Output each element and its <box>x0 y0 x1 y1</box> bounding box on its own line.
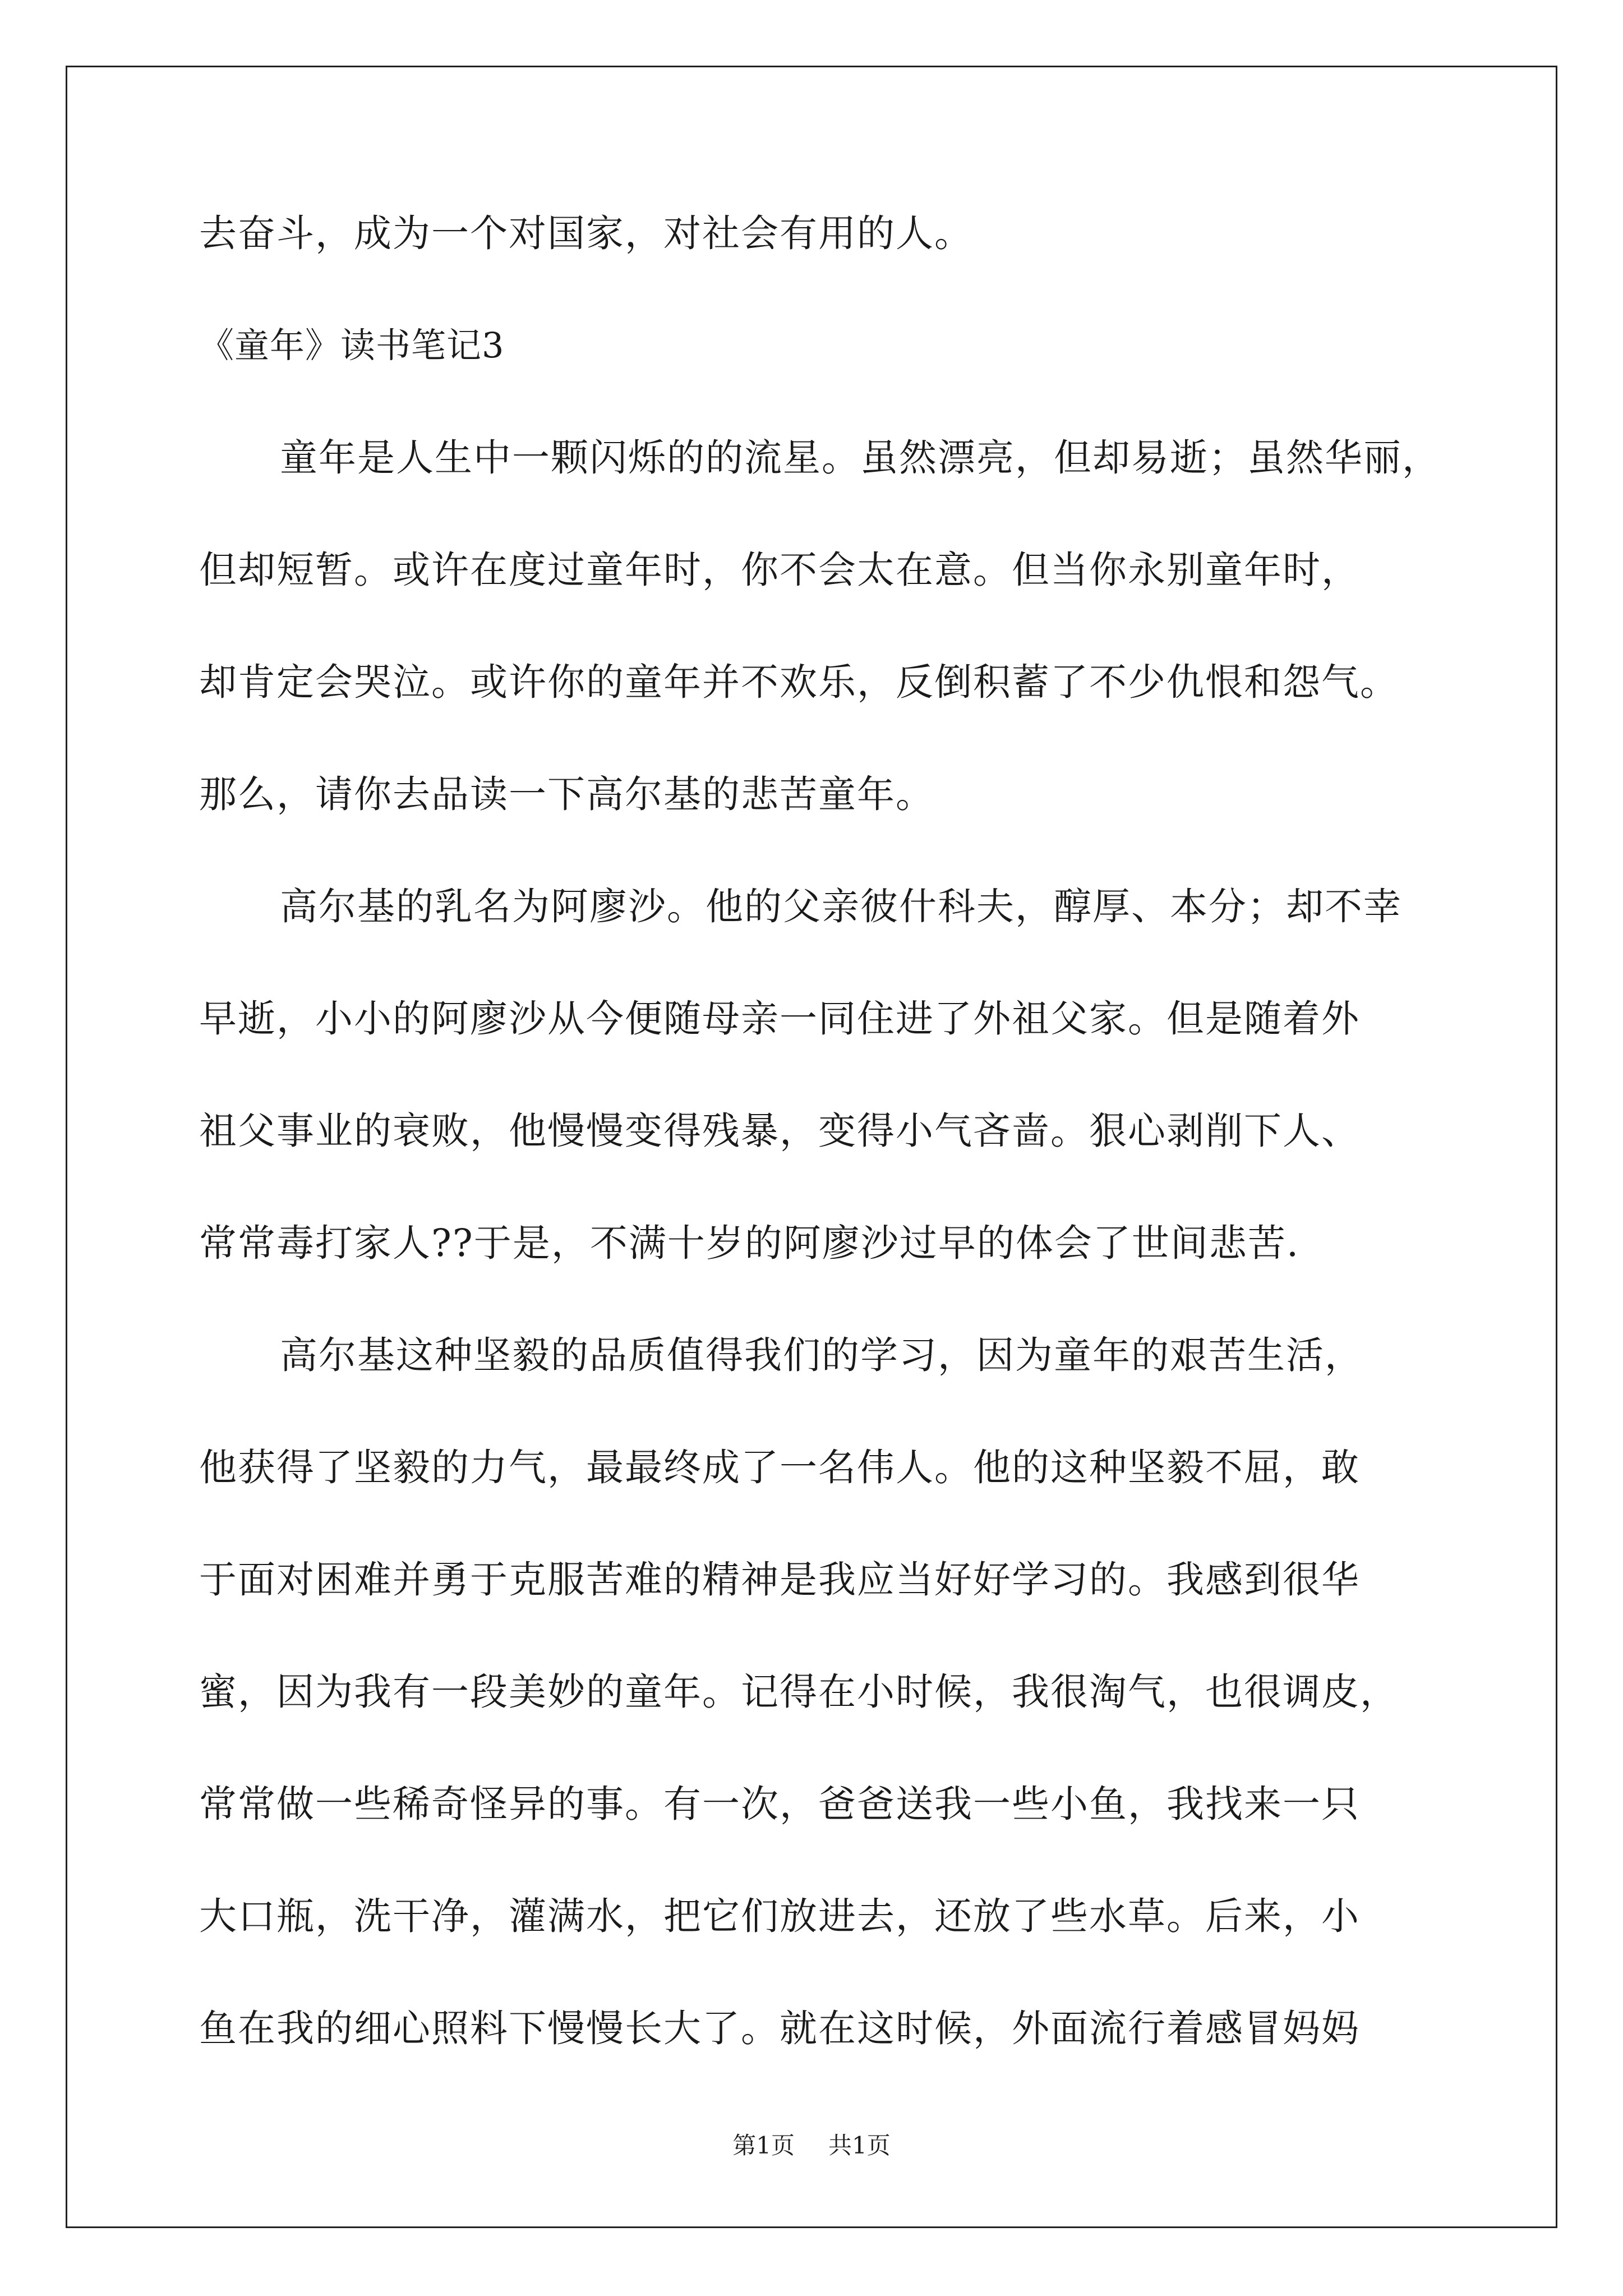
page-total: 共1页 <box>828 2132 891 2159</box>
paragraph-line: 去奋斗，成为一个对国家，对社会有用的人。 <box>199 211 973 255</box>
paragraph-line: 却肯定会哭泣。或许你的童年并不欢乐，反倒积蓄了不少仇恨和怨气。 <box>199 660 1399 704</box>
paragraph-line: 常常毒打家人??于是，不满十岁的阿廖沙过早的体会了世间悲苦. <box>199 1221 1300 1265</box>
paragraph-line: 蜜，因为我有一段美妙的童年。记得在小时候，我很淘气，也很调皮， <box>199 1670 1399 1714</box>
paragraph-line: 祖父事业的衰败，他慢慢变得残暴，变得小气吝啬。狠心剥削下人、 <box>199 1109 1360 1153</box>
paragraph-line: 高尔基这种坚毅的品质值得我们的学习，因为童年的艰苦生活， <box>280 1333 1363 1377</box>
paragraph-line: 鱼在我的细心照料下慢慢长大了。就在这时候，外面流行着感冒妈妈 <box>199 2007 1360 2050</box>
page-number: 第1页 <box>732 2132 795 2159</box>
paragraph-line: 他获得了坚毅的力气，最最终成了一名伟人。他的这种坚毅不屈，敢 <box>199 1446 1360 1489</box>
paragraph-line: 童年是人生中一颗闪烁的的流星。虽然漂亮，但却易逝；虽然华丽， <box>280 436 1441 480</box>
paragraph-line: 大口瓶，洗干净，灌满水，把它们放进去，还放了些水草。后来，小 <box>199 1894 1360 1938</box>
section-heading: 《童年》读书笔记3 <box>199 325 505 366</box>
paragraph-line: 但却短暂。或许在度过童年时，你不会太在意。但当你永别童年时， <box>199 548 1360 592</box>
paragraph-line: 早逝，小小的阿廖沙从今便随母亲一同住进了外祖父家。但是随着外 <box>199 997 1360 1041</box>
paragraph-line: 那么，请你去品读一下高尔基的悲苦童年。 <box>199 772 934 816</box>
paragraph-line: 于面对困难并勇于克服苦难的精神是我应当好好学习的。我感到很华 <box>199 1558 1360 1602</box>
paragraph-line: 常常做一些稀奇怪异的事。有一次，爸爸送我一些小鱼，我找来一只 <box>199 1782 1360 1826</box>
paragraph-line: 高尔基的乳名为阿廖沙。他的父亲彼什科夫，醇厚、本分；却不幸 <box>280 885 1402 928</box>
page-footer <box>0 2132 1623 2160</box>
document-body <box>199 213 1483 2120</box>
